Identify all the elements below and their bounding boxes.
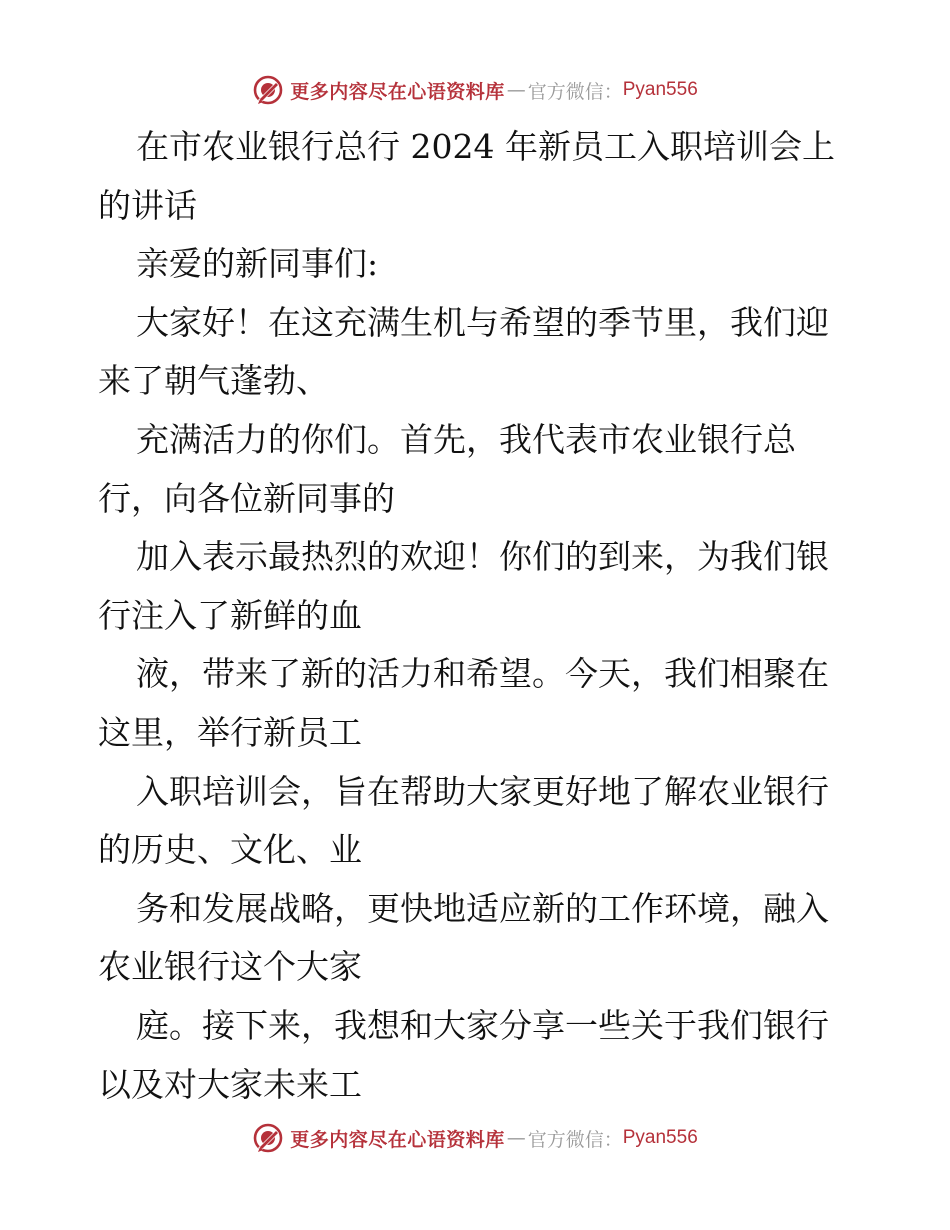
text-line: 的历史、文化、业 [98, 830, 362, 870]
banner-label: 更多内容尽在心语资料库 [290, 1128, 505, 1151]
banner-dash: — [506, 79, 526, 101]
pen-logo-icon [252, 1122, 284, 1154]
text-line: 务和发展战略，更快地适应新的工作环境，融入 [136, 888, 829, 928]
text-line: 这里，举行新员工 [98, 712, 362, 752]
text-line: 充满活力的你们。首先，我代表市农业银行总 [136, 419, 796, 459]
text-line: 的讲话 [98, 185, 197, 225]
text-line: 入职培训会，旨在帮助大家更好地了解农业银行 [136, 771, 829, 811]
banner-wechat-id: Pyan556 [622, 79, 698, 100]
text-line: 大家好！在这充满生机与希望的季节里，我们迎 [136, 302, 829, 342]
text-line: 庭。接下来，我想和大家分享一些关于我们银行 [136, 1005, 829, 1045]
text-line: 行注入了新鲜的血 [98, 595, 362, 635]
text-line: 行，向各位新同事的 [98, 478, 395, 518]
text-line: 加入表示最热烈的欢迎！你们的到来，为我们银 [136, 537, 829, 577]
text-line: 来了朝气蓬勃、 [98, 361, 329, 401]
footer-banner [0, 1118, 950, 1158]
banner-wechat-label: 官方微信： [527, 80, 623, 103]
text-line: 农业银行这个大家 [98, 947, 362, 987]
pen-logo-icon [252, 74, 284, 106]
header-banner [0, 70, 950, 110]
banner-label: 更多内容尽在心语资料库 [290, 80, 505, 103]
banner-wechat-id: Pyan556 [622, 1127, 698, 1148]
text-line: 以及对大家未来工 [98, 1064, 362, 1104]
text-line: 在市农业银行总行 2024 年新员工入职培训会上 [136, 127, 835, 166]
text-line: 亲爱的新同事们: [136, 244, 379, 284]
banner-dash: — [506, 1127, 526, 1149]
text-line: 液，带来了新的活力和希望。今天，我们相聚在 [136, 654, 829, 694]
banner-wechat-label: 官方微信： [527, 1128, 623, 1151]
document-body [98, 118, 858, 1114]
